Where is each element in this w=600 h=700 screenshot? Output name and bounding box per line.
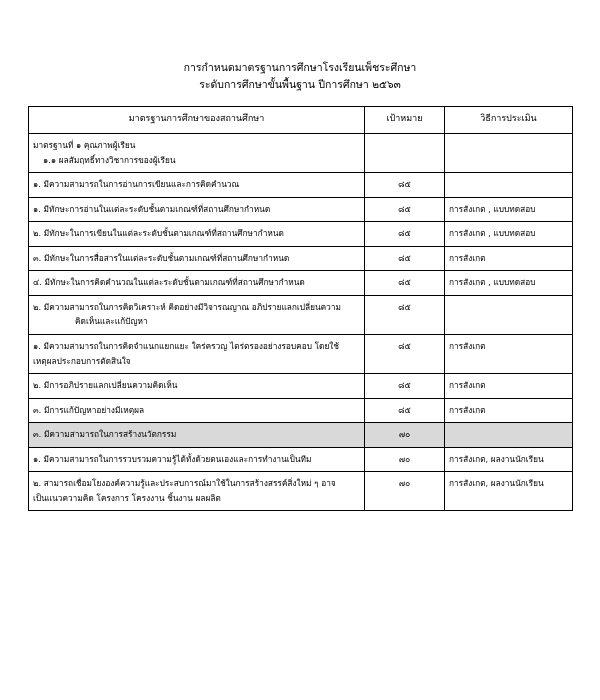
table-row: [29, 295, 573, 334]
cell-standard: [29, 271, 365, 296]
cell-target: ๗๐: [365, 423, 445, 448]
cell-standard: [29, 374, 365, 399]
page-title: การกำหนดมาตรฐานการศึกษาโรงเรียนเพ็ชระศึกษา: [183, 62, 417, 74]
table-row: [29, 423, 573, 448]
cell-standard: [29, 197, 365, 222]
cell-method: [445, 423, 573, 448]
cell-target: ๗๐: [365, 447, 445, 472]
cell-target: [365, 134, 445, 173]
standard-text: มาตรฐานที่ ๑ คุณภาพผู้เรียน: [33, 140, 136, 151]
cell-method: [445, 295, 573, 334]
cell-method: การสังเกต: [445, 334, 573, 373]
cell-standard: [29, 398, 365, 423]
cell-target: ๘๕: [365, 295, 445, 334]
standard-text-continued: ๑.๑ ผลสัมฤทธิ์ทางวิชาการของผู้เรียน: [43, 154, 176, 165]
standard-text: ๑. มีความสามารถในการอ่านการเขียนและการคิดคำนวณ: [33, 179, 240, 190]
column-header-target: เป้าหมาย: [365, 106, 445, 134]
standard-text: ๓. มีความสามารถในการสร้างนวัตกรรม: [33, 429, 177, 440]
cell-standard: [29, 447, 365, 472]
cell-target: ๘๕: [365, 334, 445, 373]
table-row: [29, 334, 573, 373]
cell-method: การสังเกต: [445, 398, 573, 423]
table-row: [29, 134, 573, 173]
cell-target: ๘๕: [365, 271, 445, 296]
cell-standard: [29, 134, 365, 173]
cell-method: การสังเกต: [445, 246, 573, 271]
cell-target: ๘๕: [365, 197, 445, 222]
standard-text-continued: เหตุผลประกอบการตัดสินใจ: [33, 355, 131, 366]
column-header-method: วิธีการประเมิน: [445, 106, 573, 134]
standard-text: ๒. มีทักษะในการเขียนในแต่ละระดับชั้นตามเกณฑ์ที่สถานศึกษากำหนด: [33, 228, 284, 239]
table-row: [29, 472, 573, 511]
standard-text: ๑. มีความสามารถในการรวบรวมความรู้ได้ทั้งด้วยตนเองและการทำงานเป็นทีม: [33, 453, 312, 464]
table-row: [29, 222, 573, 247]
cell-target: ๘๕: [365, 246, 445, 271]
table-row: [29, 173, 573, 198]
cell-target: ๘๕: [365, 374, 445, 399]
cell-standard: [29, 246, 365, 271]
cell-method: การสังเกต , แบบทดสอบ: [445, 271, 573, 296]
standard-text: ๓. มีการแก้ปัญหาอย่างมีเหตุผล: [33, 404, 145, 415]
cell-method: [445, 134, 573, 173]
table-row: [29, 398, 573, 423]
cell-method: การสังเกต, ผลงานนักเรียน: [445, 447, 573, 472]
standards-table: [28, 106, 573, 512]
standard-text: ๑. มีความสามารถในการคิดจำแนกแยกแยะ ใคร่ครวญ ไตร่ตรองอย่างรอบคอบ โดยใช้: [33, 340, 339, 351]
standard-text: ๒. มีการอภิปรายแลกเปลี่ยนความคิดเห็น: [33, 380, 178, 391]
cell-standard: [29, 334, 365, 373]
cell-target: ๘๕: [365, 398, 445, 423]
cell-method: การสังเกต, ผลงานนักเรียน: [445, 472, 573, 511]
standard-text-continued: คิดเห็นและแก้ปัญหา: [75, 316, 148, 327]
cell-method: การสังเกต: [445, 374, 573, 399]
column-header-standard: มาตรฐานการศึกษาของสถานศึกษา: [29, 106, 365, 134]
cell-target: ๗๐: [365, 472, 445, 511]
standard-text: ๑. มีทักษะการอ่านในแต่ละระดับชั้นตามเกณฑ์ที่สถานศึกษากำหนด: [33, 203, 271, 214]
table-row: [29, 271, 573, 296]
table-row: [29, 374, 573, 399]
standard-text-continued: เป็นแนวความคิด โครงการ โครงงาน ชิ้นงาน ผลผลิต: [33, 492, 221, 503]
standard-text: ๔. มีทักษะในการคิดคำนวณในแต่ละระดับชั้นตามเกณฑ์ที่สถานศึกษากำหนด: [33, 277, 305, 288]
table-header-row: [29, 106, 573, 134]
cell-method: [445, 173, 573, 198]
cell-method: การสังเกต , แบบทดสอบ: [445, 197, 573, 222]
standard-text: ๒. สามารถเชื่อมโยงองค์ความรู้และประสบการณ์มาใช้ในการสร้างสรรค์สิ่งใหม่ ๆ อาจ: [33, 478, 336, 489]
cell-method: การสังเกต , แบบทดสอบ: [445, 222, 573, 247]
table-body: [29, 134, 573, 511]
table-row: [29, 246, 573, 271]
standard-text: ๓. มีทักษะในการสื่อสารในแต่ละระดับชั้นตามเกณฑ์ที่สถานศึกษากำหนด: [33, 252, 290, 263]
table-row: [29, 447, 573, 472]
cell-standard: [29, 222, 365, 247]
standard-text: ๒. มีความสามารถในการคิดวิเคราะห์ คิดอย่างมีวิจารณญาณ อภิปรายแลกเปลี่ยนความ: [33, 301, 341, 312]
cell-target: ๘๕: [365, 222, 445, 247]
cell-standard: [29, 173, 365, 198]
cell-standard: [29, 472, 365, 511]
cell-standard: [29, 423, 365, 448]
table-row: [29, 197, 573, 222]
page-subtitle: ระดับการศึกษาขั้นพื้นฐาน ปีการศึกษา ๒๕๖๓: [199, 78, 401, 91]
cell-target: ๘๕: [365, 173, 445, 198]
cell-standard: [29, 295, 365, 334]
